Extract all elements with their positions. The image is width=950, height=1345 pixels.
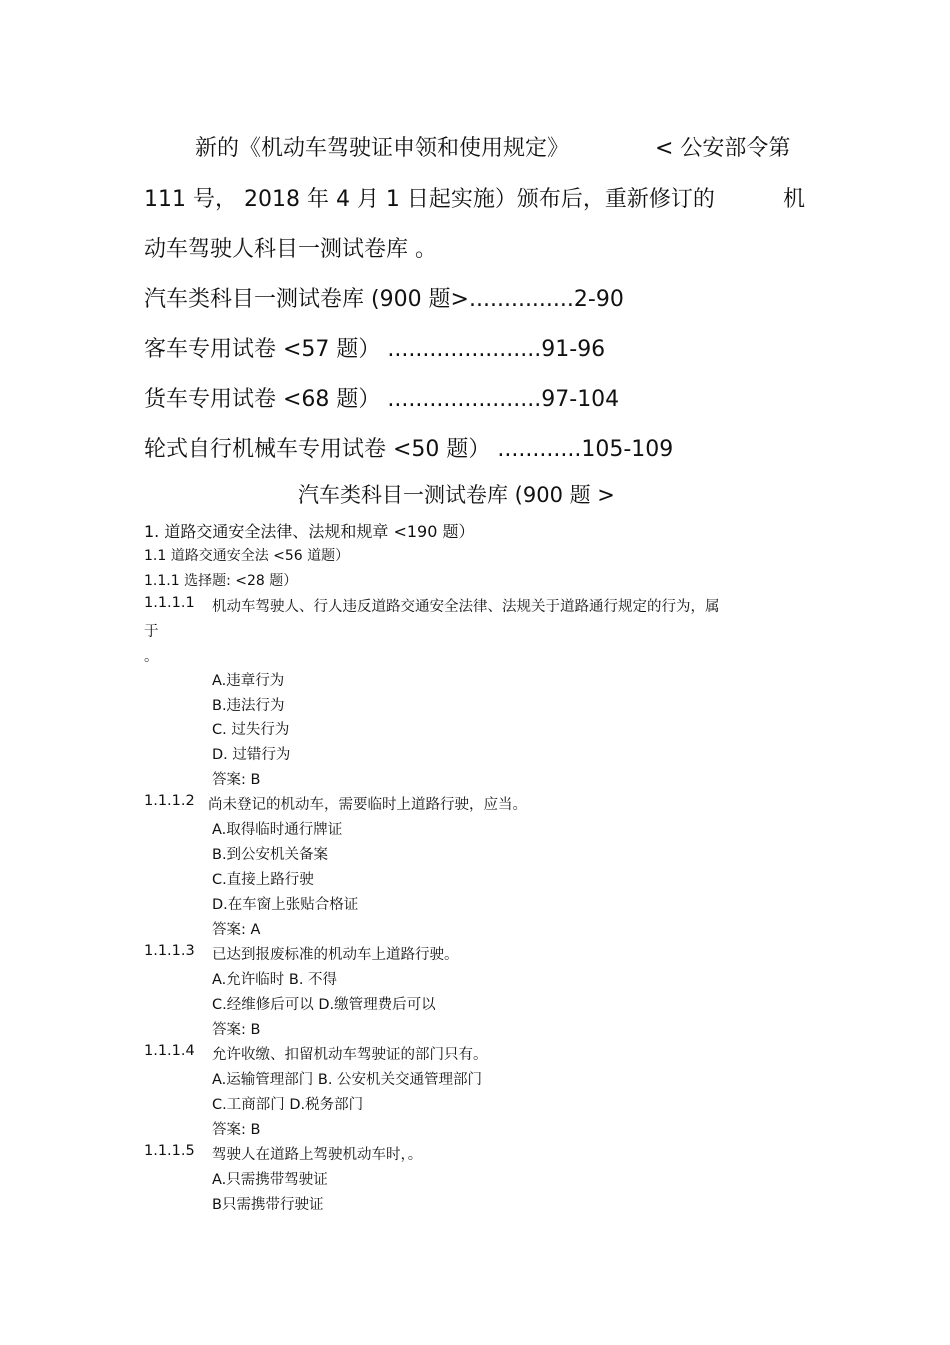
heading-level-1: 1. 道路交通安全法律、法规和规章 <190 题）: [144, 522, 475, 541]
option: A.违章行为: [212, 673, 285, 689]
answer: 答案: B: [212, 1122, 261, 1138]
question-text: 机动车驾驶人、行人违反道路交通安全法律、法规关于道路通行规定的行为，属: [212, 599, 720, 615]
question-text: 驾驶人在道路上驾驶机动车时，。: [212, 1147, 423, 1163]
option: A.允许临时 B. 不得: [212, 972, 338, 988]
answer: 答案: A: [212, 922, 261, 938]
question-number: 1.1.1.4: [144, 1043, 195, 1059]
toc-item: 客车专用试卷 <57 题） ......................91-96: [144, 337, 606, 362]
answer: 答案: B: [212, 1022, 261, 1038]
question-number: 1.1.1.5: [144, 1143, 195, 1159]
option: B.到公安机关备案: [212, 847, 329, 863]
toc-item: 轮式自行机械车专用试卷 <50 题） ............105-109: [144, 437, 674, 462]
option: A.只需携带驾驶证: [212, 1172, 328, 1188]
intro-line-1b: < 公安部令第: [655, 136, 791, 161]
question-text: 已达到报废标准的机动车上道路行驶。: [212, 947, 459, 963]
question-text: 尚未登记的机动车，需要临时上道路行驶，应当。: [208, 797, 527, 813]
intro-line-3: 动车驾驶人科目一测试卷库 。: [144, 237, 437, 262]
question-text-continued: 于: [144, 624, 159, 640]
answer: 答案: B: [212, 772, 261, 788]
toc-item: 汽车类科目一测试卷库 (900 题>...............2-90: [144, 287, 624, 312]
intro-line-2b: 机: [783, 187, 806, 212]
option: D. 过错行为: [212, 747, 291, 763]
heading-level-2: 1.1 道路交通安全法 <56 道题）: [144, 548, 350, 564]
option: C.直接上路行驶: [212, 872, 314, 888]
section-title: 汽车类科目一测试卷库 (900 题 >: [298, 483, 615, 507]
heading-level-3: 1.1.1 选择题: <28 题）: [144, 573, 298, 589]
question-number: 1.1.1.3: [144, 943, 195, 959]
option: B只需携带行驶证: [212, 1197, 324, 1213]
option: A.运输管理部门 B. 公安机关交通管理部门: [212, 1072, 483, 1088]
question-number: 1.1.1.2: [144, 793, 195, 809]
intro-line-1a: 新的《机动车驾驶证申领和使用规定》: [195, 136, 570, 161]
option: A.取得临时通行牌证: [212, 822, 343, 838]
question-number: 1.1.1.1: [144, 595, 195, 611]
option: D.在车窗上张贴合格证: [212, 897, 359, 913]
option: C. 过失行为: [212, 722, 290, 738]
option: C.工商部门 D.税务部门: [212, 1097, 364, 1113]
toc-item: 货车专用试卷 <68 题） ......................97-104: [144, 387, 620, 412]
question-text: 允许收缴、扣留机动车驾驶证的部门只有。: [212, 1047, 488, 1063]
intro-line-2a: 111 号， 2018 年 4 月 1 日起实施）颁布后，重新修订的: [144, 187, 715, 212]
option: B.违法行为: [212, 698, 285, 714]
option: C.经维修后可以 D.缴管理费后可以: [212, 997, 436, 1013]
question-text-continued: 。: [144, 649, 159, 665]
